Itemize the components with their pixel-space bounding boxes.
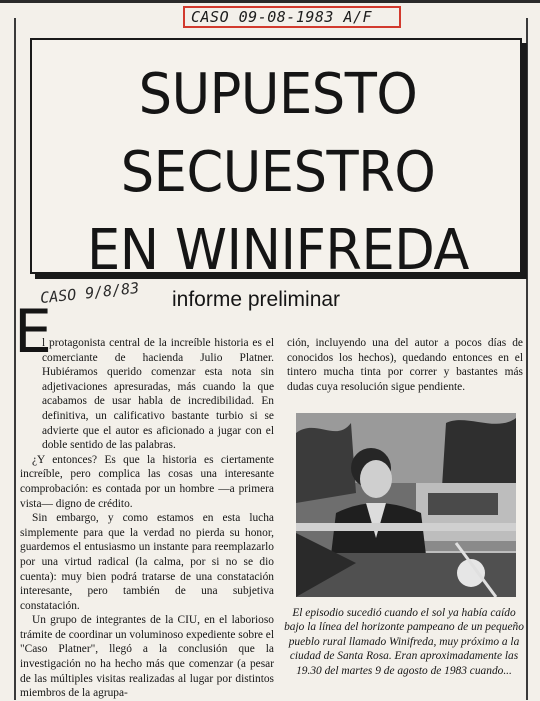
archive-stamp: CASO 09-08-1983 A/F	[183, 6, 401, 28]
paragraph-2: ¿Y entonces? Es que la historia es ciertamente increíble, pero complica las cosas una interesante comprobación: es contada por un hombre —a primera vista— digno de crédito.	[20, 453, 274, 510]
photo-caption: El episodio sucedió cuando el sol ya había caído bajo la línea del horizonte pampeano de un pequeño pueblo rural llamado Winifreda, muy próximo a la ciudad de Santa Rosa. Eran aproximadamente las 19.30 del martes 9 de agosto de 1983 cuando...	[284, 607, 524, 677]
handwritten-note: CASO 9/8/83	[39, 278, 141, 308]
paragraph-5: ción, incluyendo una del autor a pocos días de conocidos los hechos), quedando entonces en el tintero mucha tinta por correr y bastantes más dudas cuya resolución sigue pendiente.	[287, 337, 523, 393]
paragraph-1: l protagonista central de la increíble historia es el comerciante de hacienda Julio Platner. Hubiéramos querido comenzar esta nota sin adjetivaciones apresuradas, más cuando la que acabamos de usar habla de incredibilidad. En definitiva, un calificativo bastante turbio si se advierte que el autor es aficionado a jugar con el doble sentido de las palabras.	[42, 337, 274, 452]
top-border-line	[0, 0, 540, 3]
article-column-1	[20, 336, 274, 701]
paragraph-4: Un grupo de integrantes de la CIU, en el laborioso trámite de coordinar un voluminoso expediente sobre el "Caso Platner", llegó a la conclusión que la investigación no ha hecho más que comenzar (a pesar de las múltiples visitas realizadas al lugar por distintos miembros de la agrupa-	[20, 614, 274, 700]
paragraph-3: Sin embargo, y como estamos en esta lucha simplemente para que la verdad no pierda su honor, guardemos el entusiasmo un instante para reemplazarlo por una virtud radical (la calma, por si no se dio cuenta): muy bien podrá tratarse de una constatación interesante, pero también de una subjetiva constatación.	[20, 512, 274, 612]
photo-man-with-truck	[296, 413, 516, 597]
right-border-line	[526, 18, 528, 700]
headline	[47, 56, 509, 290]
headline-box	[30, 38, 522, 283]
headline-line-1: SUPUESTO	[138, 62, 418, 127]
headline-line-2: SECUESTRO	[120, 140, 436, 205]
drop-cap: E	[14, 297, 52, 367]
article-column-2	[287, 336, 523, 394]
article-photo	[296, 413, 516, 597]
headline-line-3: EN WINIFREDA	[87, 218, 469, 283]
subtitle: informe preliminar	[172, 288, 341, 311]
